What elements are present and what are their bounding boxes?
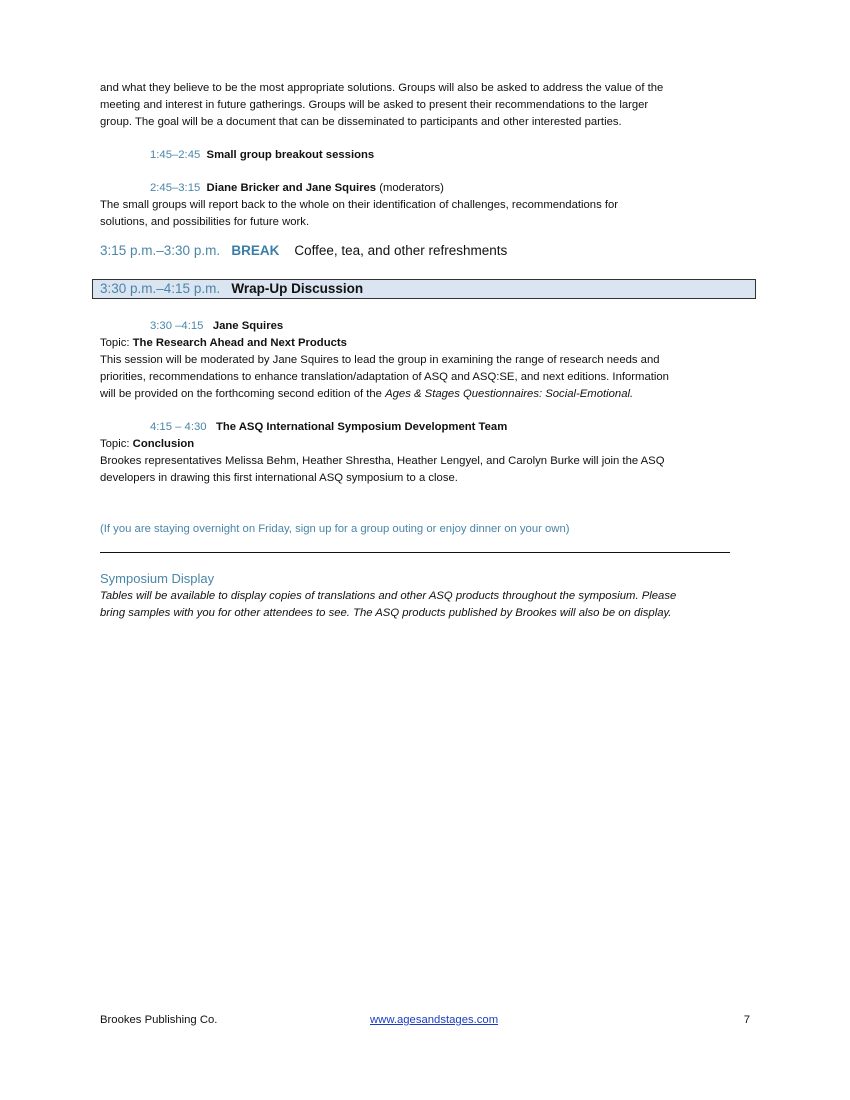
report-line-1: The small groups will report back to the whole on their identification of challenges, recommendations for — [100, 199, 619, 211]
page-number: 7 — [743, 1014, 750, 1026]
research-session — [100, 318, 750, 335]
research-line-3-title: Ages & Stages Questionnaires: Social-Emotional. — [385, 388, 634, 400]
breakout-session — [100, 147, 750, 164]
conclusion-topic-value: Conclusion — [132, 438, 195, 450]
display-line-2: bring samples with you for other attendees to see. The ASQ products published by Brookes will also be on display. — [100, 607, 672, 619]
break-time: 3:15 p.m.–3:30 p.m. — [100, 243, 221, 258]
research-speaker: Jane Squires — [212, 320, 284, 332]
research-topic — [100, 335, 750, 352]
research-line-3 — [100, 386, 750, 403]
research-line-2: priorities, recommendations to enhance translation/adaptation of ASQ and ASQ:SE, and next editions. Information — [100, 371, 669, 383]
display-title: Symposium Display — [100, 571, 215, 586]
report-line-2: solutions, and possibilities for future work. — [100, 216, 310, 228]
conclusion-line-2: developers in drawing this first international ASQ symposium to a close. — [100, 472, 458, 484]
intro-line-2: meeting and interest in future gatherings. Groups will be asked to present their recommendations to the larger — [100, 99, 649, 111]
wrapup-header — [92, 279, 756, 299]
breakout-time: 1:45–2:45 — [150, 149, 201, 161]
report-role: (moderators) — [376, 182, 444, 194]
break-label: BREAK — [231, 243, 280, 258]
overnight-note: (If you are staying overnight on Friday, sign up for a group outing or enjoy dinner on your own) — [100, 523, 570, 535]
research-topic-label: Topic: — [100, 337, 133, 349]
research-topic-value: The Research Ahead and Next Products — [132, 337, 347, 349]
conclusion-team: The ASQ International Symposium Development Team — [215, 421, 508, 433]
break-desc: Coffee, tea, and other refreshments — [294, 243, 508, 258]
break-session — [100, 241, 750, 261]
research-line-1: This session will be moderated by Jane Squires to lead the group in examining the range of research needs and — [100, 354, 660, 366]
footer-publisher: Brookes Publishing Co. — [100, 1014, 218, 1026]
wrapup-title: Wrap-Up Discussion — [231, 281, 364, 296]
breakout-title: Small group breakout sessions — [206, 149, 375, 161]
conclusion-topic-label: Topic: — [100, 438, 133, 450]
research-time: 3:30 –4:15 — [150, 320, 204, 332]
conclusion-line-1: Brookes representatives Melissa Behm, Heather Shrestha, Heather Lengyel, and Carolyn Burke will join the ASQ — [100, 455, 665, 467]
display-line-1: Tables will be available to display copies of translations and other ASQ products throughout the symposium. Please — [100, 590, 677, 602]
intro-line-1: and what they believe to be the most appropriate solutions. Groups will also be asked to address the value of the — [100, 82, 664, 94]
conclusion-session — [100, 419, 750, 436]
report-session — [100, 180, 750, 197]
research-line-3-prefix: will be provided on the forthcoming second edition of the — [100, 388, 386, 400]
document-body — [100, 80, 750, 622]
conclusion-topic — [100, 436, 750, 453]
section-divider — [100, 542, 730, 553]
footer-website-link[interactable]: www.agesandstages.com — [370, 1014, 499, 1026]
intro-line-3: group. The goal will be a document that can be disseminated to participants and other interested parties. — [100, 116, 622, 128]
wrapup-time: 3:30 p.m.–4:15 p.m. — [100, 281, 221, 296]
report-names: Diane Bricker and Jane Squires — [206, 182, 377, 194]
report-time: 2:45–3:15 — [150, 182, 201, 194]
conclusion-time: 4:15 – 4:30 — [150, 421, 207, 433]
